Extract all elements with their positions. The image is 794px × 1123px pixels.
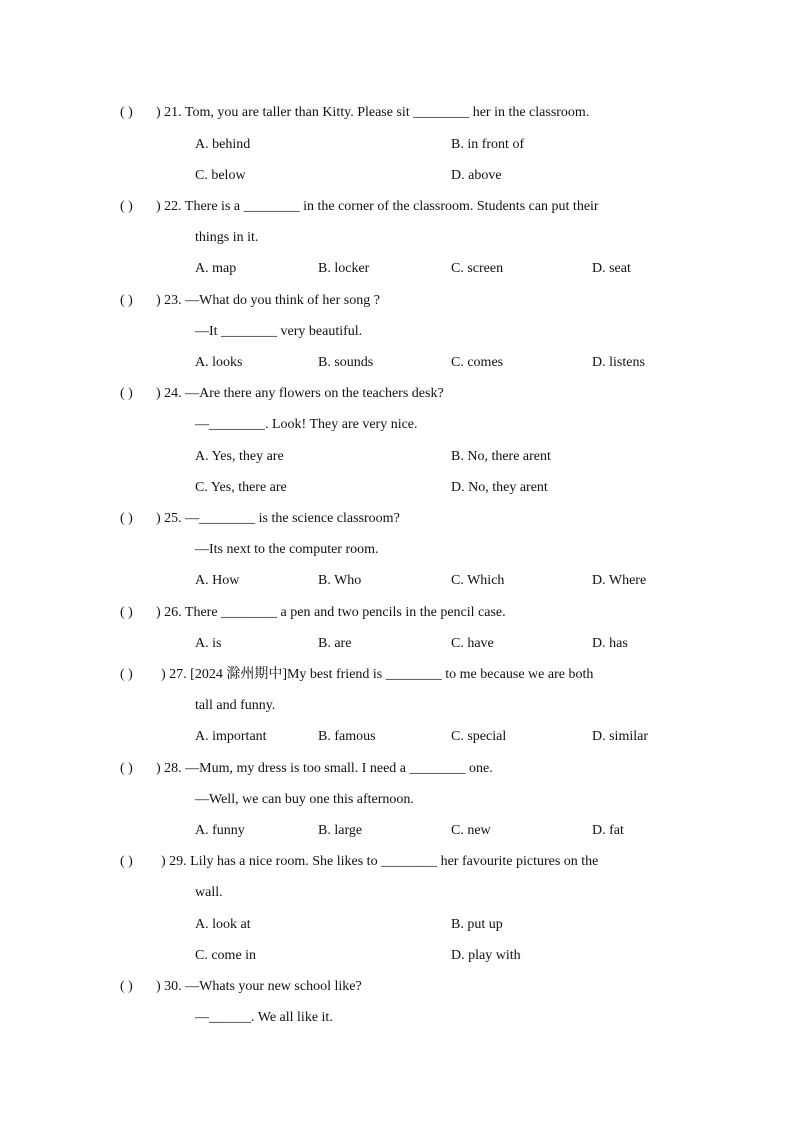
answer-option[interactable]: C. Which [451, 573, 505, 588]
answer-option[interactable]: A. Yes, they are [195, 449, 284, 464]
answer-bracket[interactable]: ( ) [120, 511, 133, 526]
question-stem-continued: —______. We all like it. [195, 1010, 333, 1025]
question-stem: ) 30. —Whats your new school like? [156, 979, 362, 994]
question-stem-continued: wall. [195, 885, 223, 900]
answer-option[interactable]: D. play with [451, 948, 521, 963]
answer-bracket[interactable]: ( ) [120, 293, 133, 308]
answer-option[interactable]: B. famous [318, 729, 376, 744]
answer-option[interactable]: A. funny [195, 823, 245, 838]
answer-bracket[interactable]: ( ) [120, 854, 133, 869]
question-stem-continued: —________. Look! They are very nice. [195, 417, 418, 432]
answer-option[interactable]: B. Who [318, 573, 362, 588]
question-stem: ) 22. There is a ________ in the corner of the classroom. Students can put their [156, 199, 599, 214]
answer-option[interactable]: C. new [451, 823, 491, 838]
answer-bracket[interactable]: ( ) [120, 761, 133, 776]
answer-bracket[interactable]: ( ) [120, 199, 133, 214]
answer-option[interactable]: B. locker [318, 261, 370, 276]
answer-option[interactable]: B. No, there arent [451, 449, 551, 464]
answer-option[interactable]: B. put up [451, 917, 503, 932]
question-stem: ) 21. Tom, you are taller than Kitty. Please sit ________ her in the classroom. [156, 105, 590, 120]
answer-option[interactable]: C. Yes, there are [195, 480, 287, 495]
answer-option[interactable]: D. above [451, 168, 502, 183]
answer-option[interactable]: D. fat [592, 823, 624, 838]
answer-option[interactable]: B. large [318, 823, 363, 838]
answer-option[interactable]: B. are [318, 636, 352, 651]
question-stem: ) 23. —What do you think of her song ? [156, 293, 380, 308]
answer-option[interactable]: B. sounds [318, 355, 374, 370]
question-stem: ) 28. —Mum, my dress is too small. I need a ________ one. [156, 761, 493, 776]
answer-option[interactable]: C. screen [451, 261, 504, 276]
answer-option[interactable]: C. special [451, 729, 507, 744]
question-stem: ) 25. —________ is the science classroom? [156, 511, 400, 526]
question-stem-continued: —Its next to the computer room. [195, 542, 379, 557]
answer-option[interactable]: D. has [592, 636, 628, 651]
answer-bracket[interactable]: ( ) [120, 386, 133, 401]
question-stem-continued: things in it. [195, 230, 259, 245]
answer-bracket[interactable]: ( ) [120, 605, 133, 620]
question-stem: ) 24. —Are there any flowers on the teachers desk? [156, 386, 444, 401]
answer-option[interactable]: C. comes [451, 355, 504, 370]
answer-option[interactable]: D. similar [592, 729, 648, 744]
question-stem-continued: —It ________ very beautiful. [195, 324, 363, 339]
answer-option[interactable]: A. map [195, 261, 237, 276]
question-stem-continued: tall and funny. [195, 698, 276, 713]
answer-option[interactable]: A. How [195, 573, 240, 588]
question-stem: ) 29. Lily has a nice room. She likes to ________ her favourite pictures on the [161, 854, 599, 869]
answer-option[interactable]: C. come in [195, 948, 257, 963]
answer-option[interactable]: A. important [195, 729, 267, 744]
question-stem-continued: —Well, we can buy one this afternoon. [195, 792, 414, 807]
answer-option[interactable]: D. seat [592, 261, 631, 276]
question-stem: ) 27. [2024 滁州期中]My best friend is ________ to me because we are both [161, 667, 594, 682]
answer-bracket[interactable]: ( ) [120, 105, 133, 120]
answer-option[interactable]: A. behind [195, 137, 251, 152]
answer-option[interactable]: C. below [195, 168, 246, 183]
answer-option[interactable]: D. listens [592, 355, 645, 370]
answer-option[interactable]: A. looks [195, 355, 243, 370]
answer-option[interactable]: A. look at [195, 917, 251, 932]
answer-option[interactable]: A. is [195, 636, 222, 651]
answer-option[interactable]: D. Where [592, 573, 647, 588]
answer-option[interactable]: D. No, they arent [451, 480, 548, 495]
answer-bracket[interactable]: ( ) [120, 979, 133, 994]
answer-bracket[interactable]: ( ) [120, 667, 133, 682]
answer-option[interactable]: B. in front of [451, 137, 525, 152]
question-stem: ) 26. There ________ a pen and two pencils in the pencil case. [156, 605, 506, 620]
answer-option[interactable]: C. have [451, 636, 494, 651]
